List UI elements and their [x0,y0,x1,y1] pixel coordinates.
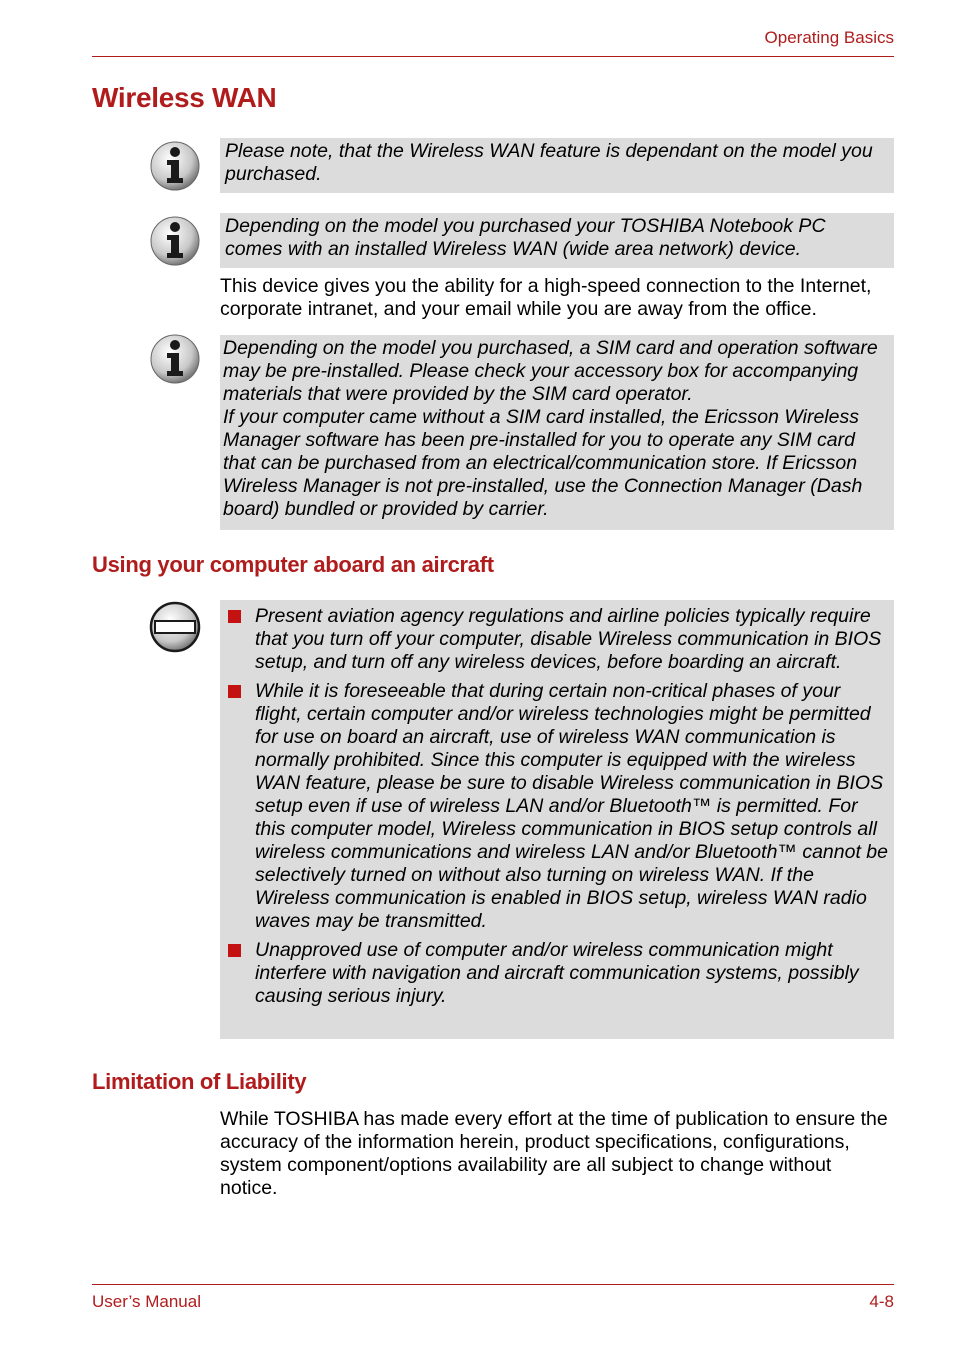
list-item-text: Unapproved use of computer and/or wireless communication might interfere with navigation and aircraft communication systems, possibly causing serious injury. [255,939,859,1007]
warning-list [225,605,888,1008]
info-icon [149,140,201,192]
header-rule [92,56,894,57]
section-heading-liability: Limitation of Liability [92,1069,307,1094]
note-box [220,138,894,193]
list-item-text: Present aviation agency regulations and airline policies typically require that you turn off your computer, disable Wireless communication in BIOS setup, and turn off any wireless devices, before boarding an aircraft. [255,605,882,673]
list-item [225,605,888,674]
liability-paragraph [220,1108,892,1200]
page-number: 4-8 [869,1292,894,1311]
page-title: Wireless WAN [92,82,277,113]
section-heading-aircraft: Using your computer aboard an aircraft [92,552,494,577]
warning-box [220,600,894,1039]
footer-rule [92,1284,894,1285]
info-icon [149,333,201,385]
intro-paragraph [220,275,900,321]
no-entry-icon [149,601,201,653]
note-text: Please note, that the Wireless WAN feature is dependant on the model you purchased. [225,140,873,185]
bullet-square-icon [228,685,241,698]
footer-manual-title: User’s Manual [92,1292,201,1311]
list-item [225,939,888,1008]
intro-text: This device gives you the ability for a high-speed connection to the Internet, corporate intranet, and your email while you are away from the office. [220,275,872,320]
liability-text: While TOSHIBA has made every effort at the time of publication to ensure the accuracy of the information herein, product specifications, configurations, system component/options availability are all subject to change without notice. [220,1108,888,1199]
note-paragraph-1: Depending on the model you purchased, a SIM card and operation software may be pre-installed. Please check your accessory box for accompanying materials that were provided by the SIM card operator. [223,337,878,405]
info-icon [149,215,201,267]
list-item [225,680,888,933]
bullet-square-icon [228,610,241,623]
note-text: Depending on the model you purchased your TOSHIBA Notebook PC comes with an installed Wireless WAN (wide area network) device. [225,215,826,260]
bullet-square-icon [228,944,241,957]
list-item-text: While it is foreseeable that during certain non-critical phases of your flight, certain computer and/or wireless technologies might be permitted for use on board an aircraft, use of wireless WAN communication is normally prohibited. Since this computer is equipped with the wireless WAN feature, please be sure to disable Wireless communication in BIOS setup even if use of wireless LAN and/or Bluetooth™ is permitted. For this computer model, Wireless communication in BIOS setup controls all wireless communications and wireless LAN and/or Bluetooth™ cannot be selectively turned on without also turning on wireless WAN. If the Wireless communication is enabled in BIOS setup, wireless WAN radio waves may be transmitted. [255,680,888,932]
running-header: Operating Basics [764,28,894,47]
note-paragraph-2: If your computer came without a SIM card installed, the Ericsson Wireless Manager software has been pre-installed for you to operate any SIM card that can be purchased from an electrical/communication store. If Ericsson Wireless Manager is not pre-installed, use the Connection Manager (Dash board) bundled or provided by carrier. [223,406,863,520]
note-box [220,213,894,268]
note-box [220,335,894,530]
